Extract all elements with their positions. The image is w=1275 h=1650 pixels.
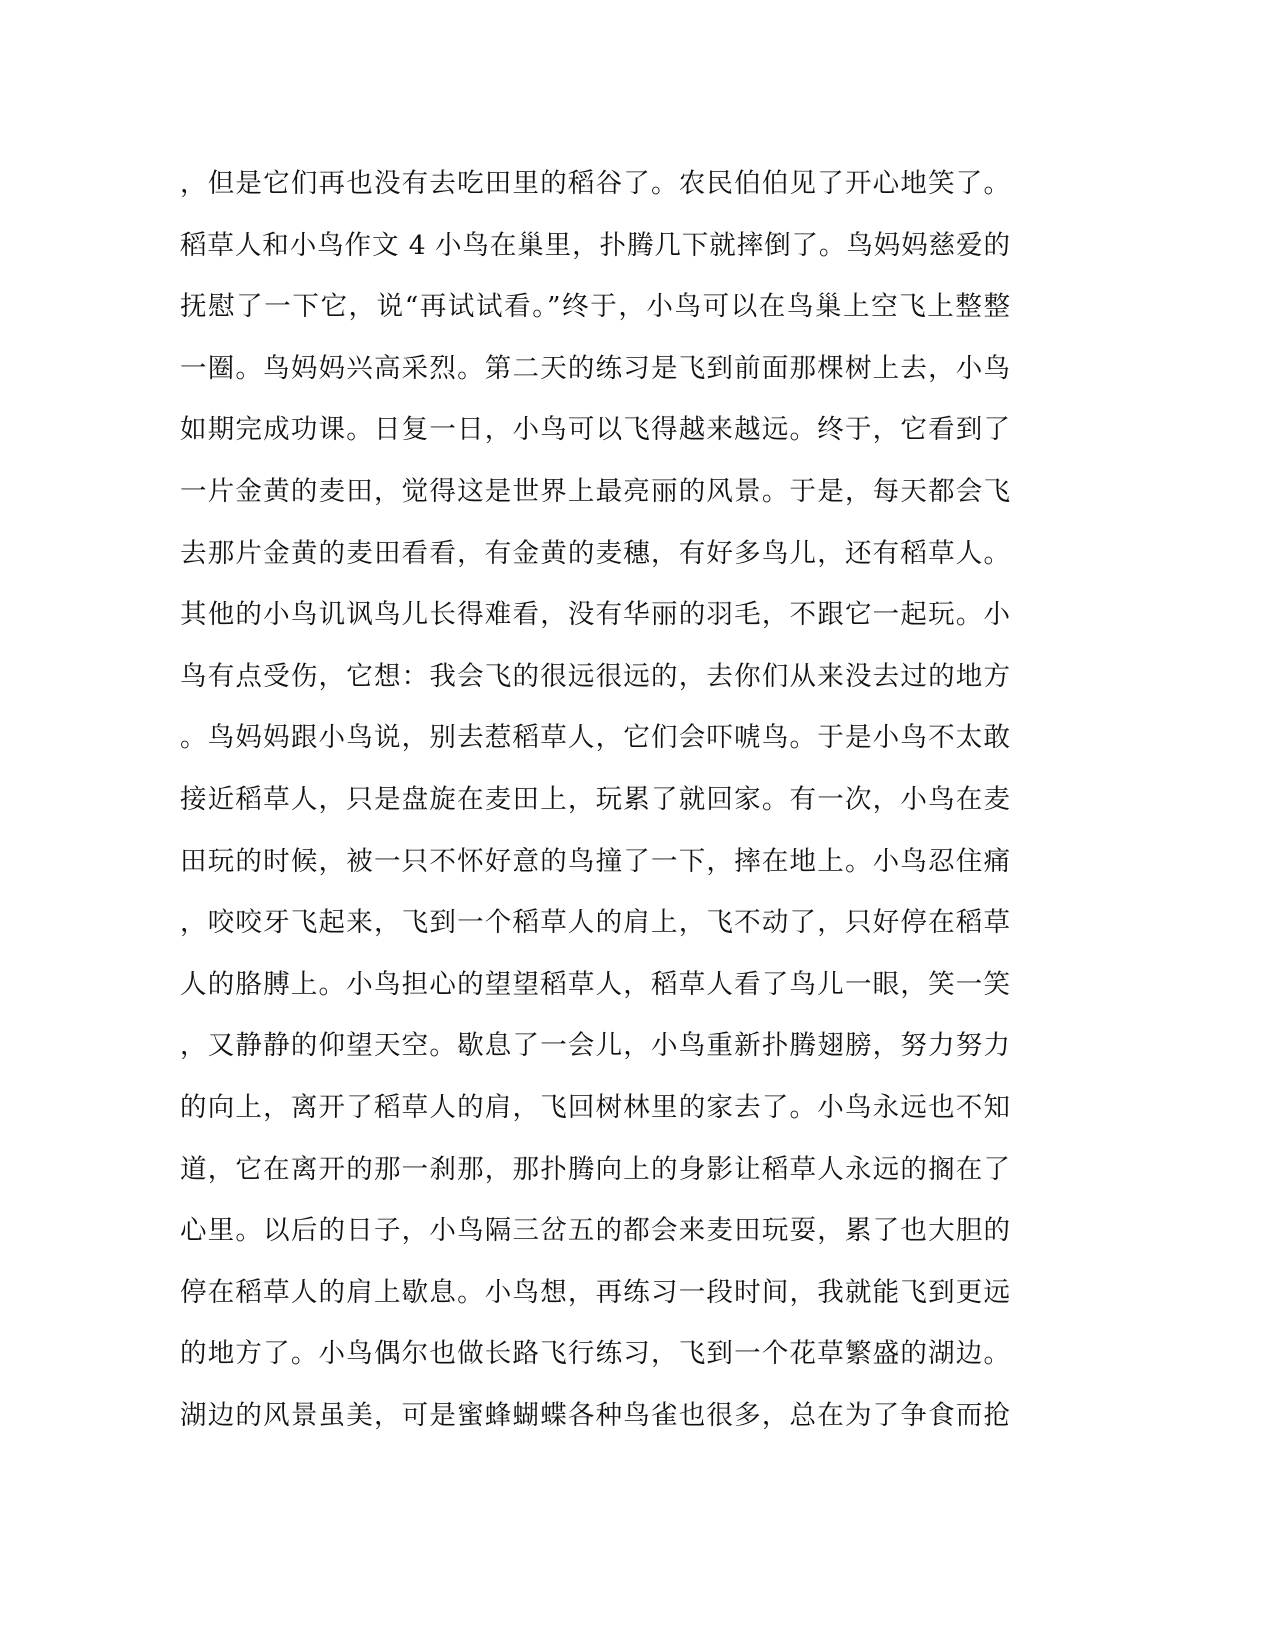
text-line: 的向上，离开了稻草人的肩，飞回树林里的家去了。小鸟永远也不知 <box>180 1091 1010 1123</box>
text-line: 心里。以后的日子，小鸟隔三岔五的都会来麦田玩耍，累了也大胆的 <box>180 1215 1010 1247</box>
text-line: ，但是它们再也没有去吃田里的稻谷了。农民伯伯见了开心地笑了。 <box>180 168 1010 199</box>
text-line: 的地方了。小鸟偶尔也做长路飞行练习，飞到一个花草繁盛的湖边。 <box>180 1338 1010 1370</box>
text-line: 道，它在离开的那一刹那，那扑腾向上的身影让稻草人永远的搁在了 <box>180 1153 1010 1185</box>
text-line: 鸟有点受伤，它想：我会飞的很远很远的，去你们从来没去过的地方 <box>180 660 1010 692</box>
text-line: 湖边的风景虽美，可是蜜蜂蝴蝶各种鸟雀也很多，总在为了争食而抢 <box>180 1399 1010 1431</box>
text-line: ，又静静的仰望天空。歇息了一会儿，小鸟重新扑腾翅膀，努力努力 <box>180 1030 1010 1062</box>
text-line: 去那片金黄的麦田看看，有金黄的麦穗，有好多鸟儿，还有稻草人。 <box>180 537 1010 569</box>
text-line: 停在稻草人的肩上歇息。小鸟想，再练习一段时间，我就能飞到更远 <box>180 1276 1010 1308</box>
text-line: 稻草人和小鸟作文 4 小鸟在巢里，扑腾几下就摔倒了。鸟妈妈慈爱的 <box>180 229 1010 261</box>
text-line: 一片金黄的麦田，觉得这是世界上最亮丽的风景。于是，每天都会飞 <box>180 475 1010 507</box>
text-line: ，咬咬牙飞起来，飞到一个稻草人的肩上，飞不动了，只好停在稻草 <box>180 907 1010 939</box>
text-line: 田玩的时候，被一只不怀好意的鸟撞了一下，摔在地上。小鸟忍住痛 <box>180 845 1010 877</box>
text-line: 接近稻草人，只是盘旋在麦田上，玩累了就回家。有一次，小鸟在麦 <box>180 783 1010 815</box>
body-text <box>180 160 1010 1453</box>
text-line: 人的胳膊上。小鸟担心的望望稻草人，稻草人看了鸟儿一眼，笑一笑 <box>180 968 1010 1000</box>
text-line: 抚慰了一下它，说“再试试看。”终于，小鸟可以在鸟巢上空飞上整整 <box>180 291 1010 323</box>
text-line: 一圈。鸟妈妈兴高采烈。第二天的练习是飞到前面那棵树上去，小鸟 <box>180 352 1010 384</box>
text-line: 。鸟妈妈跟小鸟说，别去惹稻草人，它们会吓唬鸟。于是小鸟不太敢 <box>180 722 1010 754</box>
text-line: 其他的小鸟讥讽鸟儿长得难看，没有华丽的羽毛，不跟它一起玩。小 <box>180 599 1010 631</box>
text-line: 如期完成功课。日复一日，小鸟可以飞得越来越远。终于，它看到了 <box>180 414 1010 446</box>
